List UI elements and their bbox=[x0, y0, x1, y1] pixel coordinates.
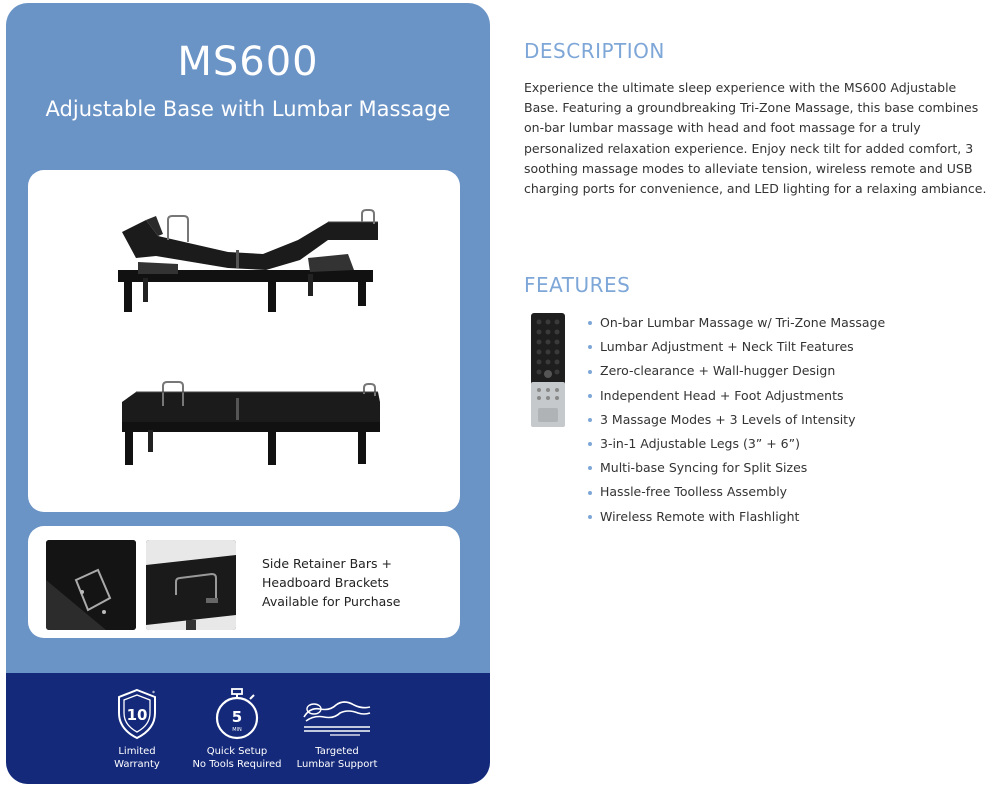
list-item: Lumbar Adjustment + Neck Tilt Features bbox=[588, 335, 885, 359]
remote-control-image bbox=[530, 312, 566, 428]
lumbar-label-2: Lumbar Support bbox=[296, 759, 378, 770]
list-item: 3 Massage Modes + 3 Levels of Intensity bbox=[588, 408, 885, 432]
warranty-label-2: Warranty bbox=[114, 759, 160, 770]
description-text: Experience the ultimate sleep experience with the MS600 Adjustable Base. Featuring a groundbreaking Tri-Zone Massage, this base combines on-bar lumbar massage with head and foot massage for a truly personalized relaxation experience. Enjoy neck tilt for added comfort, 3 soothing massage modes to alleviate tension, wireless remote and USB charging ports for convenience, and LED lighting for a relaxing ambiance. bbox=[524, 80, 987, 197]
list-item: Zero-clearance + Wall-hugger Design bbox=[588, 359, 885, 383]
list-item: Wireless Remote with Flashlight bbox=[588, 505, 885, 529]
feature-list bbox=[588, 311, 885, 529]
bullet-icon bbox=[588, 515, 592, 519]
warranty-years: 10 bbox=[126, 706, 148, 724]
setup-label-2: No Tools Required bbox=[192, 759, 282, 770]
accessory-line-1: Side Retainer Bars + bbox=[262, 556, 392, 571]
list-item: 3-in-1 Adjustable Legs (3” + 6”) bbox=[588, 432, 885, 456]
setup-badge bbox=[182, 687, 292, 771]
product-title: MS600 bbox=[177, 39, 319, 85]
features-heading: FEATURES bbox=[524, 273, 631, 297]
setup-minutes: 5 bbox=[231, 708, 243, 726]
warranty-label-1: Limited bbox=[118, 746, 156, 757]
bullet-icon bbox=[588, 491, 592, 495]
bullet-icon bbox=[588, 370, 592, 374]
lumbar-support-icon bbox=[300, 687, 374, 741]
accessory-line-3: Available for Purchase bbox=[262, 594, 401, 609]
badge-band bbox=[6, 673, 490, 784]
list-item: Independent Head + Foot Adjustments bbox=[588, 384, 885, 408]
bed-flat-image bbox=[28, 170, 460, 512]
accessory-line-2: Headboard Brackets bbox=[262, 575, 389, 590]
list-item: Multi-base Syncing for Split Sizes bbox=[588, 456, 885, 480]
product-panel bbox=[6, 3, 490, 784]
list-item: On-bar Lumbar Massage w/ Tri-Zone Massage bbox=[588, 311, 885, 335]
hero-image-card bbox=[28, 170, 460, 512]
bullet-icon bbox=[588, 418, 592, 422]
bullet-icon bbox=[588, 466, 592, 470]
setup-unit: MIN bbox=[232, 727, 242, 733]
bullet-icon bbox=[588, 321, 592, 325]
lumbar-label-1: Targeted bbox=[315, 746, 359, 757]
bullet-icon bbox=[588, 394, 592, 398]
bed-flat-frame bbox=[122, 382, 380, 465]
accessory-card bbox=[28, 526, 460, 638]
accessory-description bbox=[262, 554, 452, 611]
description-heading: DESCRIPTION bbox=[524, 39, 665, 63]
shield-10-icon bbox=[114, 687, 160, 741]
setup-label-1: Quick Setup bbox=[206, 746, 268, 757]
lumbar-badge bbox=[282, 687, 392, 771]
warranty-badge bbox=[82, 687, 192, 771]
headboard-bracket-photo bbox=[146, 540, 236, 630]
product-subtitle: Adjustable Base with Lumbar Massage bbox=[45, 97, 451, 121]
bullet-icon bbox=[588, 345, 592, 349]
bullet-icon bbox=[588, 442, 592, 446]
svg-text:*: * bbox=[152, 690, 155, 697]
list-item: Hassle-free Toolless Assembly bbox=[588, 480, 885, 504]
stopwatch-icon bbox=[212, 687, 262, 741]
retainer-bar-photo bbox=[46, 540, 136, 630]
